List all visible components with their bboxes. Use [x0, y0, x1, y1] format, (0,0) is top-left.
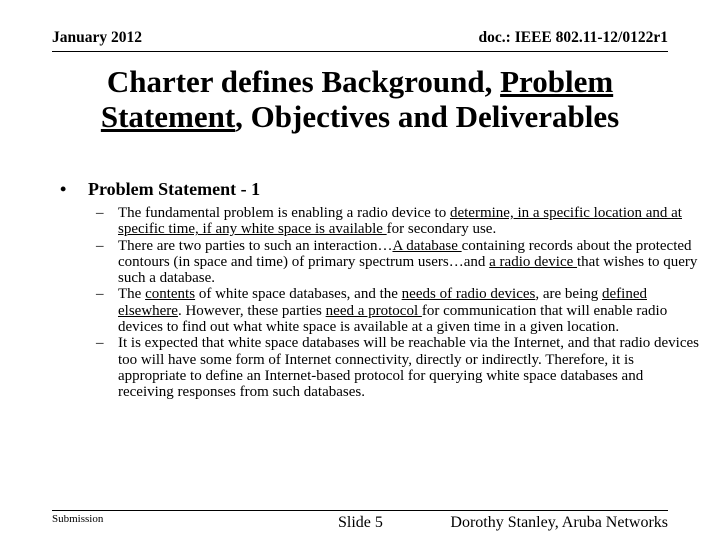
bullet-marker: • — [60, 179, 67, 199]
underlined-segment: defined elsewhere — [118, 286, 647, 319]
underlined-segment: determine, in a specific location and at specific time, if any white space is available — [118, 205, 682, 238]
text-segment: that wishes to query such a database. — [118, 253, 698, 287]
main-bullet — [60, 178, 260, 200]
text-segment: for secondary use. — [386, 221, 497, 238]
footer-submission: Submission — [52, 513, 104, 525]
underlined-segment: a radio device — [489, 253, 578, 270]
dash-marker: – — [96, 286, 104, 303]
sub-bullet-list — [96, 205, 700, 401]
title-text-2: , Objectives and Deliverables — [235, 99, 620, 134]
dash-marker: – — [96, 237, 104, 254]
dash-marker: – — [96, 205, 104, 221]
title-underlined-problem: Problem — [500, 64, 614, 99]
sub-bullet-3 — [96, 286, 700, 335]
header-divider — [52, 51, 668, 52]
footer-author: Dorothy Stanley, Aruba Networks — [450, 514, 668, 531]
footer-slide-number: Slide 5 — [338, 514, 383, 531]
underlined-segment: contents — [145, 286, 196, 303]
text-segment: , are being — [535, 286, 603, 303]
text-segment: of white space databases, and the — [195, 286, 402, 303]
sub-bullet-2 — [96, 238, 700, 287]
text-segment: The fundamental problem is enabling a radio device to — [118, 205, 450, 221]
text-segment: . However, these parties — [177, 302, 326, 319]
underlined-segment: A database — [392, 237, 462, 254]
bullet-label: Problem Statement - 1 — [88, 179, 261, 199]
header-date: January 2012 — [52, 29, 142, 46]
text-segment: There are two parties to such an interaction… — [118, 237, 393, 254]
slide-title — [40, 64, 680, 134]
title-text-1: Charter defines Background, — [106, 64, 501, 99]
footer-divider — [52, 510, 668, 511]
title-underlined-statement: Statement — [100, 99, 236, 134]
header-doc-id: doc.: IEEE 802.11-12/0122r1 — [478, 29, 668, 46]
underlined-segment: needs of radio devices — [401, 286, 536, 303]
text-segment: The — [118, 286, 146, 303]
text-segment: containing records about the protected contours (in space and time) of primary spectrum users…and — [118, 237, 692, 270]
sub-bullet-4 — [96, 335, 700, 400]
text-segment: It is expected that white space databases will be reachable via the Internet, and that radio devices too will have some form of Internet connectivity, directly or indirectly. Therefore, it is appropriate to define an Internet-based protocol for querying white space databases and receiving responses from such databases. — [118, 335, 700, 401]
dash-marker: – — [96, 335, 104, 352]
underlined-segment: need a protocol — [325, 302, 422, 319]
text-segment: for communication that will enable radio devices to find out what white space is available at a given time in a given location. — [118, 302, 668, 336]
sub-bullet-1 — [96, 205, 700, 238]
